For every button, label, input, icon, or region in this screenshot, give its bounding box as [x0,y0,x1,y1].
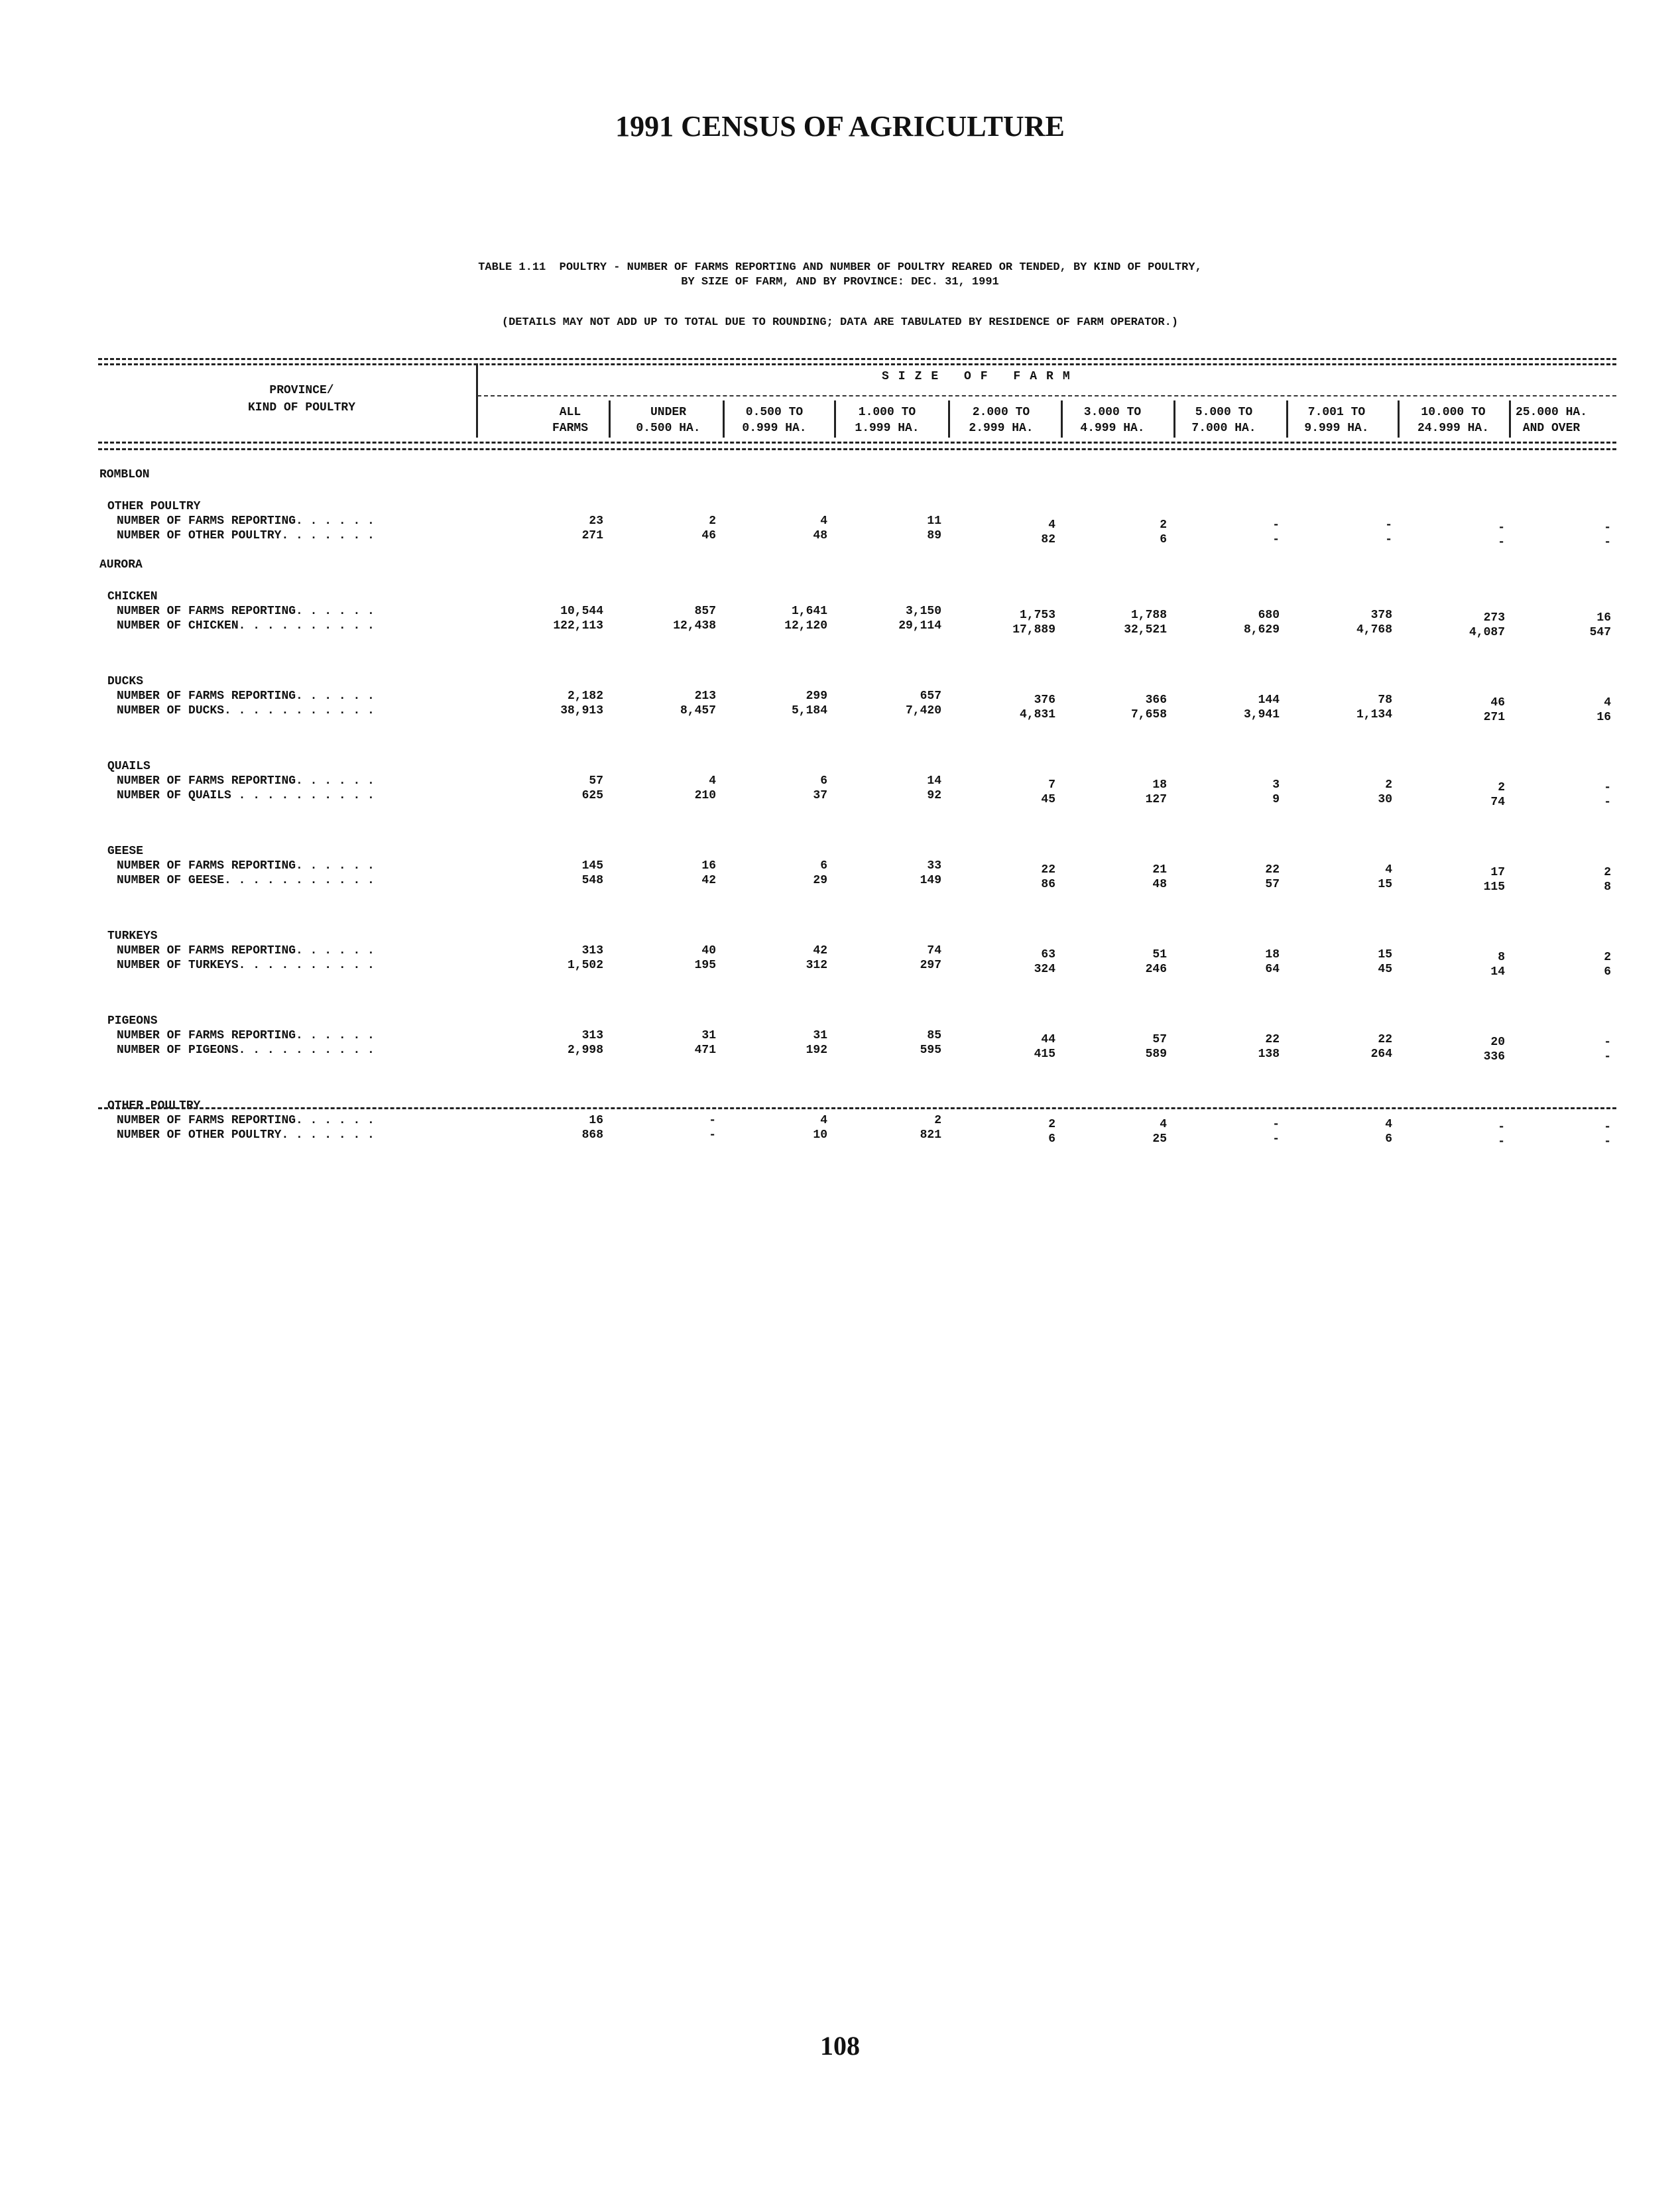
table-cell: 14 [927,774,941,788]
table-cell: 213 [694,690,716,703]
column-separator [1173,400,1175,438]
column-header [1397,404,1510,436]
table-cell: 6 [1385,1132,1392,1146]
table-cell: 6 [1160,533,1167,546]
table-cell: 192 [806,1044,827,1057]
column-header [1168,404,1280,436]
table-cell: 17 [1490,866,1505,879]
header-bottom-rule-2 [98,448,1616,450]
table-cell: - [1604,521,1611,534]
table-cell: 127 [1145,793,1167,806]
row-label: NUMBER OF FARMS REPORTING. . . . . . [117,859,375,873]
table-cell: 271 [581,529,603,542]
size-of-farm-rule [477,395,1616,396]
table-cell: - [709,1128,716,1142]
row-label: NUMBER OF FARMS REPORTING. . . . . . [117,944,375,957]
table-cell: 57 [1265,878,1280,891]
table-cell: - [1604,1036,1611,1049]
table-cell: 595 [920,1044,941,1057]
header-left-line2: KIND OF POULTRY [247,401,356,414]
table-cell: 4 [820,1114,827,1127]
table-cell: 4,087 [1469,626,1505,639]
table-cell: 680 [1258,609,1280,622]
table-cell: 378 [1370,609,1392,622]
table-cell: 12,438 [673,619,716,633]
table-cell: 48 [1152,878,1167,891]
table-cell: 57 [589,774,603,788]
column-header-line1: ALL [559,406,581,419]
table-cell: 22 [1265,863,1280,877]
row-label: NUMBER OF FARMS REPORTING. . . . . . [117,605,375,618]
table-cell: 74 [927,944,941,957]
table-bottom-rule [98,1107,1616,1109]
column-separator [609,400,611,438]
column-header-line1: 3.000 TO [1083,406,1142,419]
row-label: NUMBER OF FARMS REPORTING. . . . . . [117,690,375,703]
table-cell: 92 [927,789,941,802]
column-header-line2: AND OVER [1522,422,1581,435]
top-rule-2 [98,363,1616,365]
table-cell: 46 [1490,696,1505,709]
table-cell: 1,788 [1130,609,1167,622]
table-cell: - [1272,1118,1280,1131]
table-cell: 312 [806,959,827,972]
row-label: NUMBER OF FARMS REPORTING. . . . . . [117,774,375,788]
table-cell: 115 [1483,881,1505,894]
table-cell: 324 [1034,963,1055,976]
table-cell: 18 [1152,778,1167,792]
table-cell: 1,753 [1019,609,1055,622]
table-title-line1: TABLE 1.11 POULTRY - NUMBER OF FARMS REPORTING AND NUMBER OF POULTRY REARED OR TENDED, BY KIND OF POULTRY, [478,261,1202,274]
row-label: NUMBER OF PIGEONS. . . . . . . . . . [117,1044,375,1057]
table-cell: 48 [813,529,827,542]
header-left-line1: PROVINCE/ [269,384,334,397]
column-header-line2: 9.999 HA. [1304,422,1369,435]
province-name: ROMBLON [99,468,150,481]
column-header [1280,404,1393,436]
table-cell: 33 [927,859,941,873]
table-cell: 415 [1034,1048,1055,1061]
table-cell: 4 [1604,696,1611,709]
table-cell: 23 [589,515,603,528]
table-cell: 3,941 [1243,708,1280,721]
table-cell: 7,420 [905,704,941,717]
table-cell: 82 [1041,533,1055,546]
table-cell: 297 [920,959,941,972]
column-header-line1: 10.000 TO [1421,406,1486,419]
table-cell: 657 [920,690,941,703]
column-header-line2: 1.999 HA. [855,422,920,435]
table-cell: 2,998 [567,1044,603,1057]
table-cell: - [1604,1121,1611,1134]
column-header [612,404,725,436]
size-of-farm-label: SIZE OF FARM [882,370,1079,383]
page-title: 1991 CENSUS OF AGRICULTURE [615,110,1065,143]
table-cell: 15 [1378,948,1392,961]
table-cell: 246 [1145,963,1167,976]
table-cell: 32,521 [1124,623,1167,637]
column-header-line1: 25.000 HA. [1515,406,1588,419]
column-header-line2: 0.500 HA. [636,422,701,435]
table-cell: 46 [701,529,716,542]
table-cell: 85 [927,1029,941,1042]
table-cell: - [1272,1132,1280,1146]
table-cell: 313 [581,944,603,957]
column-header-line2: 7.000 HA. [1191,422,1256,435]
column-header-line1: 7.001 TO [1307,406,1366,419]
table-cell: 2 [1498,781,1505,794]
table-cell: 144 [1258,694,1280,707]
table-cell: 16 [589,1114,603,1127]
table-cell: 64 [1265,963,1280,976]
table-cell: 3 [1272,778,1280,792]
table-cell: 149 [920,874,941,887]
table-cell: 9 [1272,793,1280,806]
table-cell: 2 [1048,1118,1055,1131]
table-cell: 857 [694,605,716,618]
table-cell: 21 [1152,863,1167,877]
poultry-kind: OTHER POULTRY [107,1099,201,1113]
table-cell: 30 [1378,793,1392,806]
poultry-kind: OTHER POULTRY [107,500,201,513]
table-cell: 6 [820,859,827,873]
table-cell: 271 [1483,711,1505,724]
table-cell: 22 [1378,1033,1392,1046]
column-header-line2: FARMS [552,422,588,435]
table-cell: 4,831 [1019,708,1055,721]
poultry-kind: PIGEONS [107,1014,158,1028]
table-cell: - [1498,536,1505,549]
table-cell: 376 [1034,694,1055,707]
table-cell: 4 [1385,1118,1392,1131]
table-cell: 868 [581,1128,603,1142]
table-cell: - [1604,1050,1611,1064]
province-name: AURORA [99,558,143,572]
poultry-kind: QUAILS [107,760,150,773]
table-cell: - [1385,533,1392,546]
table-cell: 45 [1041,793,1055,806]
table-cell: 20 [1490,1036,1505,1049]
table-cell: 2 [1604,951,1611,964]
table-cell: 195 [694,959,716,972]
row-label: NUMBER OF QUAILS . . . . . . . . . . [117,789,375,802]
table-cell: - [1272,533,1280,546]
row-label: NUMBER OF FARMS REPORTING. . . . . . [117,1029,375,1042]
top-rule [98,358,1616,360]
table-cell: 14 [1490,965,1505,979]
table-cell: 12,120 [784,619,827,633]
table-cell: 42 [813,944,827,957]
table-cell: 74 [1490,796,1505,809]
table-cell: 138 [1258,1048,1280,1061]
column-header-line2: 2.999 HA. [969,422,1034,435]
table-cell: 40 [701,944,716,957]
header-bottom-rule [98,442,1616,444]
table-cell: 51 [1152,948,1167,961]
table-cell: 2 [1385,778,1392,792]
table-cell: 29,114 [898,619,941,633]
table-cell: 86 [1041,878,1055,891]
table-cell: - [1385,518,1392,532]
table-cell: - [1604,1135,1611,1148]
table-cell: 2 [1604,866,1611,879]
table-cell: 22 [1265,1033,1280,1046]
table-cell: 16 [701,859,716,873]
table-cell: 42 [701,874,716,887]
table-cell: 299 [806,690,827,703]
table-cell: 6 [1604,965,1611,979]
table-cell: 37 [813,789,827,802]
table-cell: 16 [1596,711,1611,724]
table-cell: 44 [1041,1033,1055,1046]
table-cell: 1,134 [1356,708,1392,721]
column-separator [723,400,725,438]
table-cell: 31 [701,1029,716,1042]
table-cell: 589 [1145,1048,1167,1061]
column-header-line1: UNDER [650,406,686,419]
table-cell: 4 [709,774,716,788]
column-header-line1: 1.000 TO [858,406,916,419]
table-cell: 10 [813,1128,827,1142]
column-separator [948,400,950,438]
table-cell: - [1498,1135,1505,1148]
table-cell: 145 [581,859,603,873]
column-header-line1: 2.000 TO [972,406,1030,419]
table-cell: 38,913 [560,704,603,717]
table-cell: 31 [813,1029,827,1042]
column-separator [1286,400,1288,438]
column-header-line1: 5.000 TO [1195,406,1253,419]
table-cell: 4 [1048,518,1055,532]
row-label: NUMBER OF FARMS REPORTING. . . . . . [117,1114,375,1127]
table-cell: 2 [1160,518,1167,532]
column-header [718,404,831,436]
header-divider [476,363,478,438]
table-note: (DETAILS MAY NOT ADD UP TO TOTAL DUE TO ROUNDING; DATA ARE TABULATED BY RESIDENCE OF FARM OPERATOR.) [501,316,1179,329]
table-cell: 6 [820,774,827,788]
table-cell: 122,113 [553,619,603,633]
column-header-line2: 4.999 HA. [1080,422,1145,435]
table-cell: 273 [1483,611,1505,625]
row-label: NUMBER OF DUCKS. . . . . . . . . . . [117,704,375,717]
table-cell: 4 [1385,863,1392,877]
table-cell: 57 [1152,1033,1167,1046]
table-cell: 4 [820,515,827,528]
row-label: NUMBER OF OTHER POULTRY. . . . . . . [117,1128,375,1142]
table-cell: 547 [1589,626,1611,639]
poultry-kind: CHICKEN [107,590,158,603]
column-separator [834,400,836,438]
table-cell: 16 [1596,611,1611,625]
table-cell: 45 [1378,963,1392,976]
table-title-line2: BY SIZE OF FARM, AND BY PROVINCE: DEC. 31, 1991 [681,276,999,288]
row-label: NUMBER OF OTHER POULTRY. . . . . . . [117,529,375,542]
poultry-kind: GEESE [107,845,144,858]
table-cell: 25 [1152,1132,1167,1146]
poultry-kind: TURKEYS [107,930,158,943]
table-cell: 22 [1041,863,1055,877]
table-cell: 264 [1370,1048,1392,1061]
table-cell: - [1604,781,1611,794]
table-title [0,261,1680,290]
header-province-kind [133,382,471,416]
table-cell: 6 [1048,1132,1055,1146]
table-cell: 3,150 [905,605,941,618]
table-cell: 29 [813,874,827,887]
poultry-kind: DUCKS [107,675,144,688]
table-cell: 4,768 [1356,623,1392,637]
table-cell: - [1604,536,1611,549]
table-cell: 336 [1483,1050,1505,1064]
table-cell: 1,502 [567,959,603,972]
table-cell: 5,184 [791,704,827,717]
column-header-line1: 0.500 TO [745,406,804,419]
table-cell: 4 [1160,1118,1167,1131]
table-cell: 7 [1048,778,1055,792]
column-separator [1509,400,1511,438]
table-cell: 625 [581,789,603,802]
page-number: 108 [820,2031,860,2061]
column-header [1056,404,1169,436]
row-label: NUMBER OF CHICKEN. . . . . . . . . . [117,619,375,633]
table-cell: 548 [581,874,603,887]
table-cell: 2 [934,1114,941,1127]
table-cell: - [709,1114,716,1127]
table-cell: - [1498,521,1505,534]
table-cell: 8,457 [680,704,716,717]
table-cell: 2,182 [567,690,603,703]
table-cell: 10,544 [560,605,603,618]
table-cell: 210 [694,789,716,802]
table-cell: 8,629 [1243,623,1280,637]
table-cell: - [1604,796,1611,809]
column-header [1495,404,1608,436]
table-cell: 18 [1265,948,1280,961]
table-cell: 8 [1498,951,1505,964]
column-header [945,404,1057,436]
column-separator [1398,400,1400,438]
table-cell: 821 [920,1128,941,1142]
column-separator [1061,400,1063,438]
table-cell: 15 [1378,878,1392,891]
table-cell: 63 [1041,948,1055,961]
table-cell: 11 [927,515,941,528]
table-cell: 1,641 [791,605,827,618]
table-cell: 2 [709,515,716,528]
table-cell: 17,889 [1012,623,1055,637]
table-cell: 8 [1604,881,1611,894]
column-header [831,404,943,436]
table-cell: - [1498,1121,1505,1134]
table-cell: 471 [694,1044,716,1057]
column-header-line2: 24.999 HA. [1417,422,1490,435]
table-cell: 313 [581,1029,603,1042]
table-cell: 366 [1145,694,1167,707]
table-cell: 89 [927,529,941,542]
column-header-line2: 0.999 HA. [742,422,807,435]
row-label: NUMBER OF TURKEYS. . . . . . . . . . [117,959,375,972]
table-cell: 78 [1378,694,1392,707]
row-label: NUMBER OF GEESE. . . . . . . . . . . [117,874,375,887]
row-label: NUMBER OF FARMS REPORTING. . . . . . [117,515,375,528]
table-cell: 7,658 [1130,708,1167,721]
table-cell: - [1272,518,1280,532]
